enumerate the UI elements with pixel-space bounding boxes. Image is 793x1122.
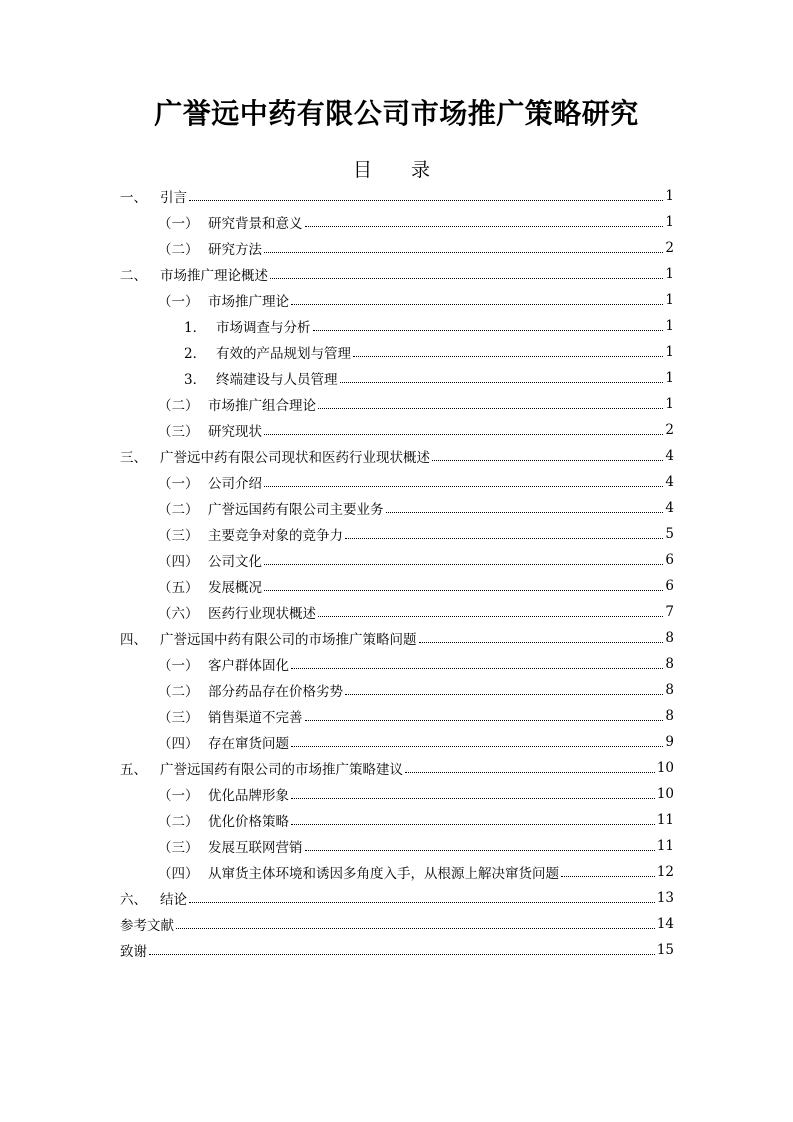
- toc-entry-number: （一）: [158, 788, 199, 804]
- toc-entry[interactable]: [120, 599, 674, 625]
- toc-leader-dots: [340, 382, 664, 383]
- toc-entry-number: （一）: [158, 294, 199, 310]
- toc-entry-page: 7: [665, 604, 674, 620]
- toc-entry-page: 1: [665, 214, 674, 230]
- toc-entry-page: 8: [665, 682, 674, 698]
- toc-entry-title: 市场推广理论: [208, 294, 289, 310]
- toc-entry[interactable]: [120, 729, 674, 755]
- toc-entry-title: 广誉远中药有限公司现状和医药行业现状概述: [160, 450, 430, 466]
- toc-entry[interactable]: [120, 495, 674, 521]
- toc-entry-page: 5: [665, 526, 674, 542]
- toc-entry-page: 1: [665, 396, 674, 412]
- toc-entry-number: （二）: [158, 684, 199, 700]
- toc-entry-page: 14: [656, 916, 674, 932]
- toc-entry-page: 6: [665, 552, 674, 568]
- toc-entry[interactable]: [120, 885, 674, 911]
- toc-leader-dots: [291, 824, 655, 825]
- toc-entry-page: 11: [656, 838, 674, 854]
- toc-entry[interactable]: [120, 339, 674, 365]
- toc-entry[interactable]: [120, 651, 674, 677]
- toc-entry-title: 主要竞争对象的竞争力: [208, 528, 343, 544]
- toc-entry-page: 1: [665, 188, 674, 204]
- toc-entry-page: 1: [665, 292, 674, 308]
- toc-entry[interactable]: [120, 183, 674, 209]
- toc-entry-page: 11: [656, 812, 674, 828]
- toc-entry-number: 三、: [120, 450, 147, 466]
- toc-entry[interactable]: [120, 469, 674, 495]
- toc-entry-number: （三）: [158, 710, 199, 726]
- toc-entry-number: （一）: [158, 216, 199, 232]
- toc-entry-page: 6: [665, 578, 674, 594]
- toc-leader-dots: [291, 668, 663, 669]
- toc-entry[interactable]: [120, 807, 674, 833]
- toc-leader-dots: [305, 226, 664, 227]
- toc-entry-title: 优化品牌形象: [208, 788, 289, 804]
- toc-leader-dots: [264, 564, 663, 565]
- toc-leader-dots: [561, 876, 655, 877]
- toc-leader-dots: [345, 538, 663, 539]
- toc-entry[interactable]: [120, 859, 674, 885]
- toc-entry-title: 参考文献: [120, 918, 174, 934]
- toc-entry[interactable]: [120, 365, 674, 391]
- toc-leader-dots: [305, 850, 655, 851]
- toc-leader-dots: [189, 902, 655, 903]
- toc-entry-page: 10: [656, 786, 674, 802]
- toc-leader-dots: [386, 512, 664, 513]
- toc-entry[interactable]: [120, 417, 674, 443]
- toc-leader-dots: [318, 408, 663, 409]
- toc-leader-dots: [264, 434, 663, 435]
- toc-entry[interactable]: [120, 443, 674, 469]
- toc-entry-title: 研究现状: [208, 424, 262, 440]
- toc-entry-page: 1: [665, 318, 674, 334]
- toc-entry-title: 市场调查与分析: [216, 320, 311, 336]
- toc-entry-page: 12: [656, 864, 674, 880]
- toc-entry-title: 广誉远国中药有限公司的市场推广策略问题: [160, 632, 417, 648]
- toc-entry-number: 3．: [184, 372, 207, 388]
- toc-entry[interactable]: [120, 573, 674, 599]
- toc-leader-dots: [405, 772, 655, 773]
- toc-entry-page: 4: [665, 474, 674, 490]
- toc-entry-title: 终端建设与人员管理: [216, 372, 338, 388]
- toc-entry[interactable]: [120, 287, 674, 313]
- toc-entry[interactable]: [120, 521, 674, 547]
- toc-entry-page: 9: [665, 734, 674, 750]
- toc-entry-number: （二）: [158, 242, 199, 258]
- toc-entry-number: （四）: [158, 736, 199, 752]
- toc-entry[interactable]: [120, 209, 674, 235]
- toc-leader-dots: [291, 304, 663, 305]
- toc-entry-title: 销售渠道不完善: [208, 710, 303, 726]
- toc-entry-number: （一）: [158, 476, 199, 492]
- toc-entry-page: 13: [656, 890, 674, 906]
- toc-entry-page: 4: [665, 448, 674, 464]
- toc-entry-title: 客户群体固化: [208, 658, 289, 674]
- toc-leader-dots: [264, 590, 663, 591]
- toc-entry[interactable]: [120, 833, 674, 859]
- toc-entry-title: 发展互联网营销: [208, 840, 303, 856]
- toc-entry-number: （二）: [158, 814, 199, 830]
- toc-entry-page: 4: [665, 500, 674, 516]
- toc-entry[interactable]: [120, 781, 674, 807]
- toc-leader-dots: [419, 642, 664, 643]
- toc-entry[interactable]: [120, 235, 674, 261]
- toc-entry-number: 四、: [120, 632, 147, 648]
- toc-entry-title: 研究背景和意义: [208, 216, 303, 232]
- toc-entry[interactable]: [120, 391, 674, 417]
- toc-entry-number: 一、: [120, 190, 147, 206]
- toc-leader-dots: [176, 928, 655, 929]
- toc-entry-title: 广誉远国药有限公司的市场推广策略建议: [160, 762, 403, 778]
- toc-leader-dots: [318, 616, 663, 617]
- toc-entry-number: 六、: [120, 892, 147, 908]
- toc-entry-title: 发展概况: [208, 580, 262, 596]
- toc-entry-title: 存在窜货问题: [208, 736, 289, 752]
- toc-entry-page: 1: [665, 344, 674, 360]
- toc-entry-number: （三）: [158, 528, 199, 544]
- toc-entry-title: 结论: [160, 892, 187, 908]
- toc-entry[interactable]: [120, 313, 674, 339]
- toc-entry-number: 二、: [120, 268, 147, 284]
- toc-entry-title: 致谢: [120, 944, 147, 960]
- toc-entry-page: 15: [656, 942, 674, 958]
- toc-leader-dots: [432, 460, 663, 461]
- toc-entry-page: 8: [665, 656, 674, 672]
- toc-entry[interactable]: [120, 547, 674, 573]
- toc-entry-title: 从窜货主体环境和诱因多角度入手，从根源上解决窜货问题: [208, 866, 559, 882]
- toc-entry[interactable]: [120, 703, 674, 729]
- toc-entry-page: 8: [665, 708, 674, 724]
- toc-leader-dots: [189, 200, 663, 201]
- toc-entry-title: 研究方法: [208, 242, 262, 258]
- toc-entry-title: 广誉远国药有限公司主要业务: [208, 502, 384, 518]
- toc-entry-number: （五）: [158, 580, 199, 596]
- toc-entry-number: 五、: [120, 762, 147, 778]
- toc-entry-number: （三）: [158, 840, 199, 856]
- toc-entry-title: 引言: [160, 190, 187, 206]
- toc-leader-dots: [305, 720, 664, 721]
- toc-leader-dots: [149, 954, 655, 955]
- toc-leader-dots: [291, 746, 663, 747]
- toc-leader-dots: [270, 278, 663, 279]
- toc-entry-title: 市场推广理论概述: [160, 268, 268, 284]
- toc-entry-number: （一）: [158, 658, 199, 674]
- toc-entry[interactable]: [120, 937, 674, 963]
- toc-leader-dots: [313, 330, 664, 331]
- toc-leader-dots: [353, 356, 663, 357]
- toc-entry[interactable]: [120, 755, 674, 781]
- toc-entry-page: 8: [665, 630, 674, 646]
- toc-entry-title: 公司文化: [208, 554, 262, 570]
- toc-heading: 目 录: [352, 159, 440, 181]
- toc-entry[interactable]: [120, 261, 674, 287]
- table-of-contents: [120, 183, 674, 963]
- document-title: 广誉远中药有限公司市场推广策略研究: [154, 97, 639, 130]
- toc-entry-number: 2．: [184, 346, 207, 362]
- toc-entry-number: （四）: [158, 866, 199, 882]
- toc-entry-page: 2: [665, 240, 674, 256]
- toc-entry-number: 1．: [184, 320, 207, 336]
- toc-entry-page: 10: [656, 760, 674, 776]
- toc-entry-number: （二）: [158, 398, 199, 414]
- toc-leader-dots: [264, 252, 663, 253]
- toc-entry-title: 优化价格策略: [208, 814, 289, 830]
- toc-entry[interactable]: [120, 911, 674, 937]
- toc-entry-page: 2: [665, 422, 674, 438]
- toc-entry-number: （六）: [158, 606, 199, 622]
- toc-entry-number: （四）: [158, 554, 199, 570]
- toc-entry[interactable]: [120, 677, 674, 703]
- toc-entry-number: （二）: [158, 502, 199, 518]
- toc-leader-dots: [264, 486, 663, 487]
- toc-entry[interactable]: [120, 625, 674, 651]
- toc-entry-title: 市场推广组合理论: [208, 398, 316, 414]
- toc-entry-page: 1: [665, 266, 674, 282]
- toc-entry-number: （三）: [158, 424, 199, 440]
- toc-entry-page: 1: [665, 370, 674, 386]
- toc-leader-dots: [291, 798, 655, 799]
- toc-entry-title: 有效的产品规划与管理: [216, 346, 351, 362]
- toc-leader-dots: [345, 694, 663, 695]
- toc-entry-title: 医药行业现状概述: [208, 606, 316, 622]
- toc-entry-title: 公司介绍: [208, 476, 262, 492]
- toc-entry-title: 部分药品存在价格劣势: [208, 684, 343, 700]
